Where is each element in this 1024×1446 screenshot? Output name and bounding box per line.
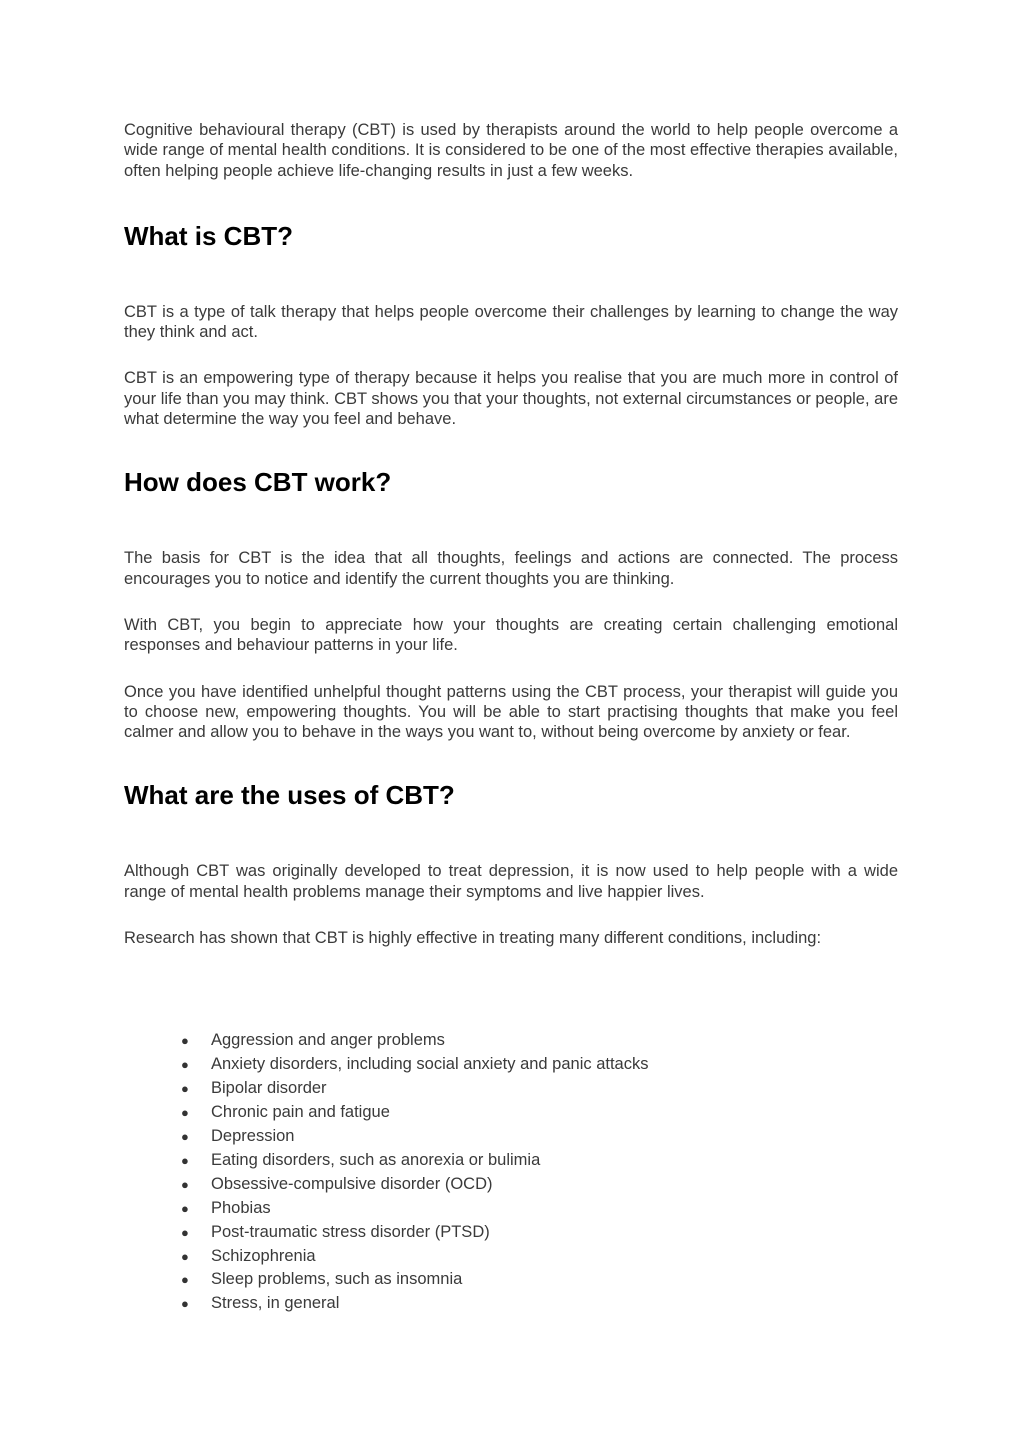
- list-item: [181, 1125, 898, 1149]
- uses-of-cbt-paragraph-1: Although CBT was originally developed to treat depression, it is now used to help people with a wide range of mental health problems manage their symptoms and live happier lives.: [124, 862, 898, 901]
- list-item: [181, 1197, 898, 1221]
- list-item: [181, 1268, 898, 1292]
- how-cbt-works-paragraph-2: With CBT, you begin to appreciate how your thoughts are creating certain challenging emotional responses and behaviour patterns in your life.: [124, 615, 898, 655]
- bullet-icon: ●: [181, 1152, 189, 1168]
- list-item-label: Anxiety disorders, including social anxiety and panic attacks: [211, 1055, 649, 1074]
- intro-paragraph: Cognitive behavioural therapy (CBT) is used by therapists around the world to help people overcome a wide range of mental health conditions. It is considered to be one of the most effective therapies available, often helping people achieve life-changing results in just a few weeks.: [124, 121, 898, 180]
- bullet-icon: ●: [181, 1176, 189, 1192]
- heading-what-is-cbt: What is CBT?: [124, 220, 293, 251]
- how-cbt-works-paragraph-1: The basis for CBT is the idea that all thoughts, feelings and actions are connected. The process encourages you to notice and identify the current thoughts you are thinking.: [124, 549, 898, 588]
- bullet-icon: ●: [181, 1224, 189, 1240]
- list-item-label: Aggression and anger problems: [211, 1031, 445, 1050]
- bullet-icon: ●: [181, 1200, 189, 1216]
- bullet-icon: ●: [181, 1272, 189, 1288]
- list-item-label: Obsessive-compulsive disorder (OCD): [211, 1174, 493, 1193]
- what-is-cbt-paragraph-1: CBT is a type of talk therapy that helps people overcome their challenges by learning to change the way they think and act.: [124, 302, 898, 342]
- uses-of-cbt-paragraph-2: Research has shown that CBT is highly effective in treating many different conditions, including:: [124, 929, 822, 948]
- bullet-icon: ●: [181, 1296, 189, 1312]
- list-item: [181, 1292, 898, 1316]
- document-page: [124, 120, 898, 1316]
- heading-uses-of-cbt: What are the uses of CBT?: [124, 780, 455, 811]
- list-item-label: Phobias: [211, 1198, 271, 1217]
- bullet-icon: ●: [181, 1248, 189, 1264]
- list-item-label: Schizophrenia: [211, 1246, 316, 1265]
- list-item-label: Eating disorders, such as anorexia or bulimia: [211, 1150, 541, 1169]
- list-item: [181, 1053, 898, 1077]
- bullet-icon: ●: [181, 1033, 189, 1049]
- bullet-icon: ●: [181, 1128, 189, 1144]
- list-item: [181, 1029, 898, 1053]
- how-cbt-works-paragraph-3: Once you have identified unhelpful thought patterns using the CBT process, your therapist will guide you to choose new, empowering thoughts. You will be able to start practising thoughts that make you feel calmer and allow you to behave in the ways you want to, without being overcome by anxiety or fear.: [124, 682, 898, 742]
- list-item: [181, 1101, 898, 1125]
- list-item-label: Chronic pain and fatigue: [211, 1103, 390, 1122]
- list-item-label: Bipolar disorder: [211, 1079, 327, 1098]
- list-item-label: Stress, in general: [211, 1294, 340, 1313]
- list-item: [181, 1221, 898, 1245]
- list-item: [181, 1245, 898, 1269]
- conditions-list: [124, 1029, 898, 1316]
- bullet-icon: ●: [181, 1105, 189, 1121]
- list-item-label: Post-traumatic stress disorder (PTSD): [211, 1222, 490, 1241]
- list-item-label: Sleep problems, such as insomnia: [211, 1270, 463, 1289]
- bullet-icon: ●: [181, 1081, 189, 1097]
- list-item-label: Depression: [211, 1126, 295, 1145]
- list-item: [181, 1173, 898, 1197]
- bullet-icon: ●: [181, 1057, 189, 1073]
- list-item: [181, 1149, 898, 1173]
- heading-how-does-cbt-work: How does CBT work?: [124, 467, 392, 498]
- list-item: [181, 1077, 898, 1101]
- what-is-cbt-paragraph-2: CBT is an empowering type of therapy because it helps you realise that you are much more in control of your life than you may think. CBT shows you that your thoughts, not external circumstances or people, are what determine the way you feel and behave.: [124, 369, 898, 429]
